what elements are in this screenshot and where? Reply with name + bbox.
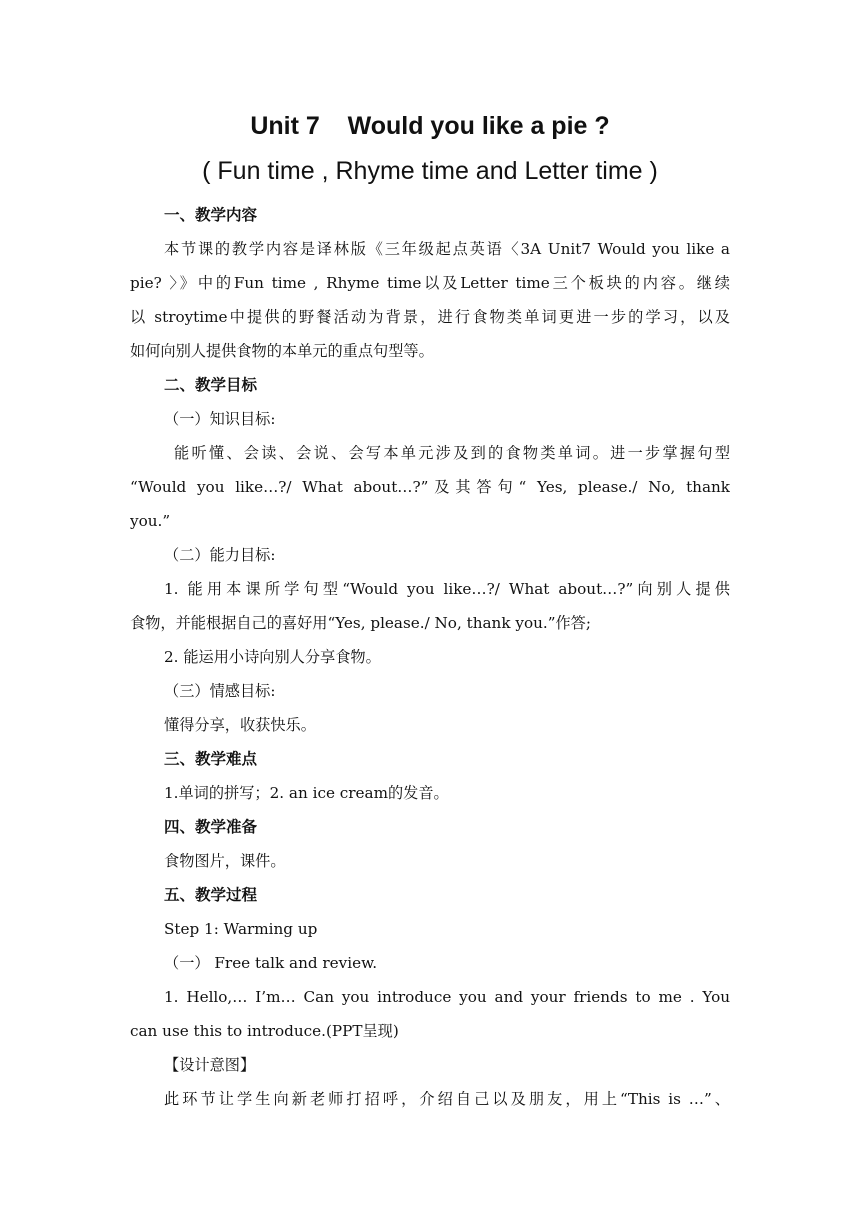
- paragraph-line: 1.单词的拼写；2. an ice cream的发音。: [164, 784, 449, 802]
- subsection-heading: （一）知识目标:: [164, 410, 276, 428]
- section-heading: 五、教学过程: [164, 886, 258, 904]
- paragraph-line: 1. Hello,… I’m… Can you introduce you and your friends to me . You: [164, 988, 730, 1006]
- document-subtitle: ( Fun time , Rhyme time and Letter time ): [202, 157, 658, 185]
- paragraph-line: “Would you like…?/ What about…?”及其答句“ Yes, please./ No, thank: [130, 478, 730, 496]
- paragraph-line: 食物图片，课件。: [164, 852, 286, 870]
- paragraph-line: 1. 能用本课所学句型“Would you like…?/ What about…?”向别人提供: [164, 580, 730, 598]
- paragraph-line: you.”: [130, 512, 171, 530]
- paragraph-line: 食物，并能根据自己的喜好用“Yes, please./ No, thank you.”作答;: [130, 614, 591, 632]
- subsection-heading: （一） Free talk and review.: [164, 954, 378, 972]
- document-body: [130, 198, 730, 1116]
- design-intent-heading: 【设计意图】: [164, 1056, 256, 1074]
- paragraph-line: can use this to introduce.(PPT呈现): [130, 1022, 399, 1040]
- section-heading: 二、教学目标: [164, 376, 258, 394]
- subsection-heading: （三）情感目标:: [164, 682, 276, 700]
- document-title: Unit 7 Would you like a pie ?: [250, 112, 610, 140]
- paragraph-line: 懂得分享，收获快乐。: [164, 716, 316, 734]
- paragraph-line: pie? 〉》中的Fun time , Rhyme time以及Letter time三个板块的内容。继续: [130, 274, 730, 292]
- subsection-heading: （二）能力目标:: [164, 546, 276, 564]
- paragraph-line: 如何向别人提供食物的本单元的重点句型等。: [130, 342, 434, 360]
- paragraph-line: 此环节让学生向新老师打招呼，介绍自己以及朋友，用上“This is …”、: [164, 1090, 730, 1108]
- paragraph-line: 本节课的教学内容是译林版《三年级起点英语〈3A Unit7 Would you like a: [164, 240, 730, 258]
- section-heading: 一、教学内容: [164, 206, 258, 224]
- step-heading: Step 1: Warming up: [164, 920, 318, 938]
- paragraph-line: 2. 能运用小诗向别人分享食物。: [164, 648, 381, 666]
- section-heading: 四、教学准备: [164, 818, 258, 836]
- paragraph-line: 以 stroytime中提供的野餐活动为背景，进行食物类单词更进一步的学习，以及: [130, 308, 730, 326]
- section-heading: 三、教学难点: [164, 750, 258, 768]
- paragraph-line: 能听懂、会读、会说、会写本单元涉及到的食物类单词。进一步掌握句型: [174, 444, 730, 462]
